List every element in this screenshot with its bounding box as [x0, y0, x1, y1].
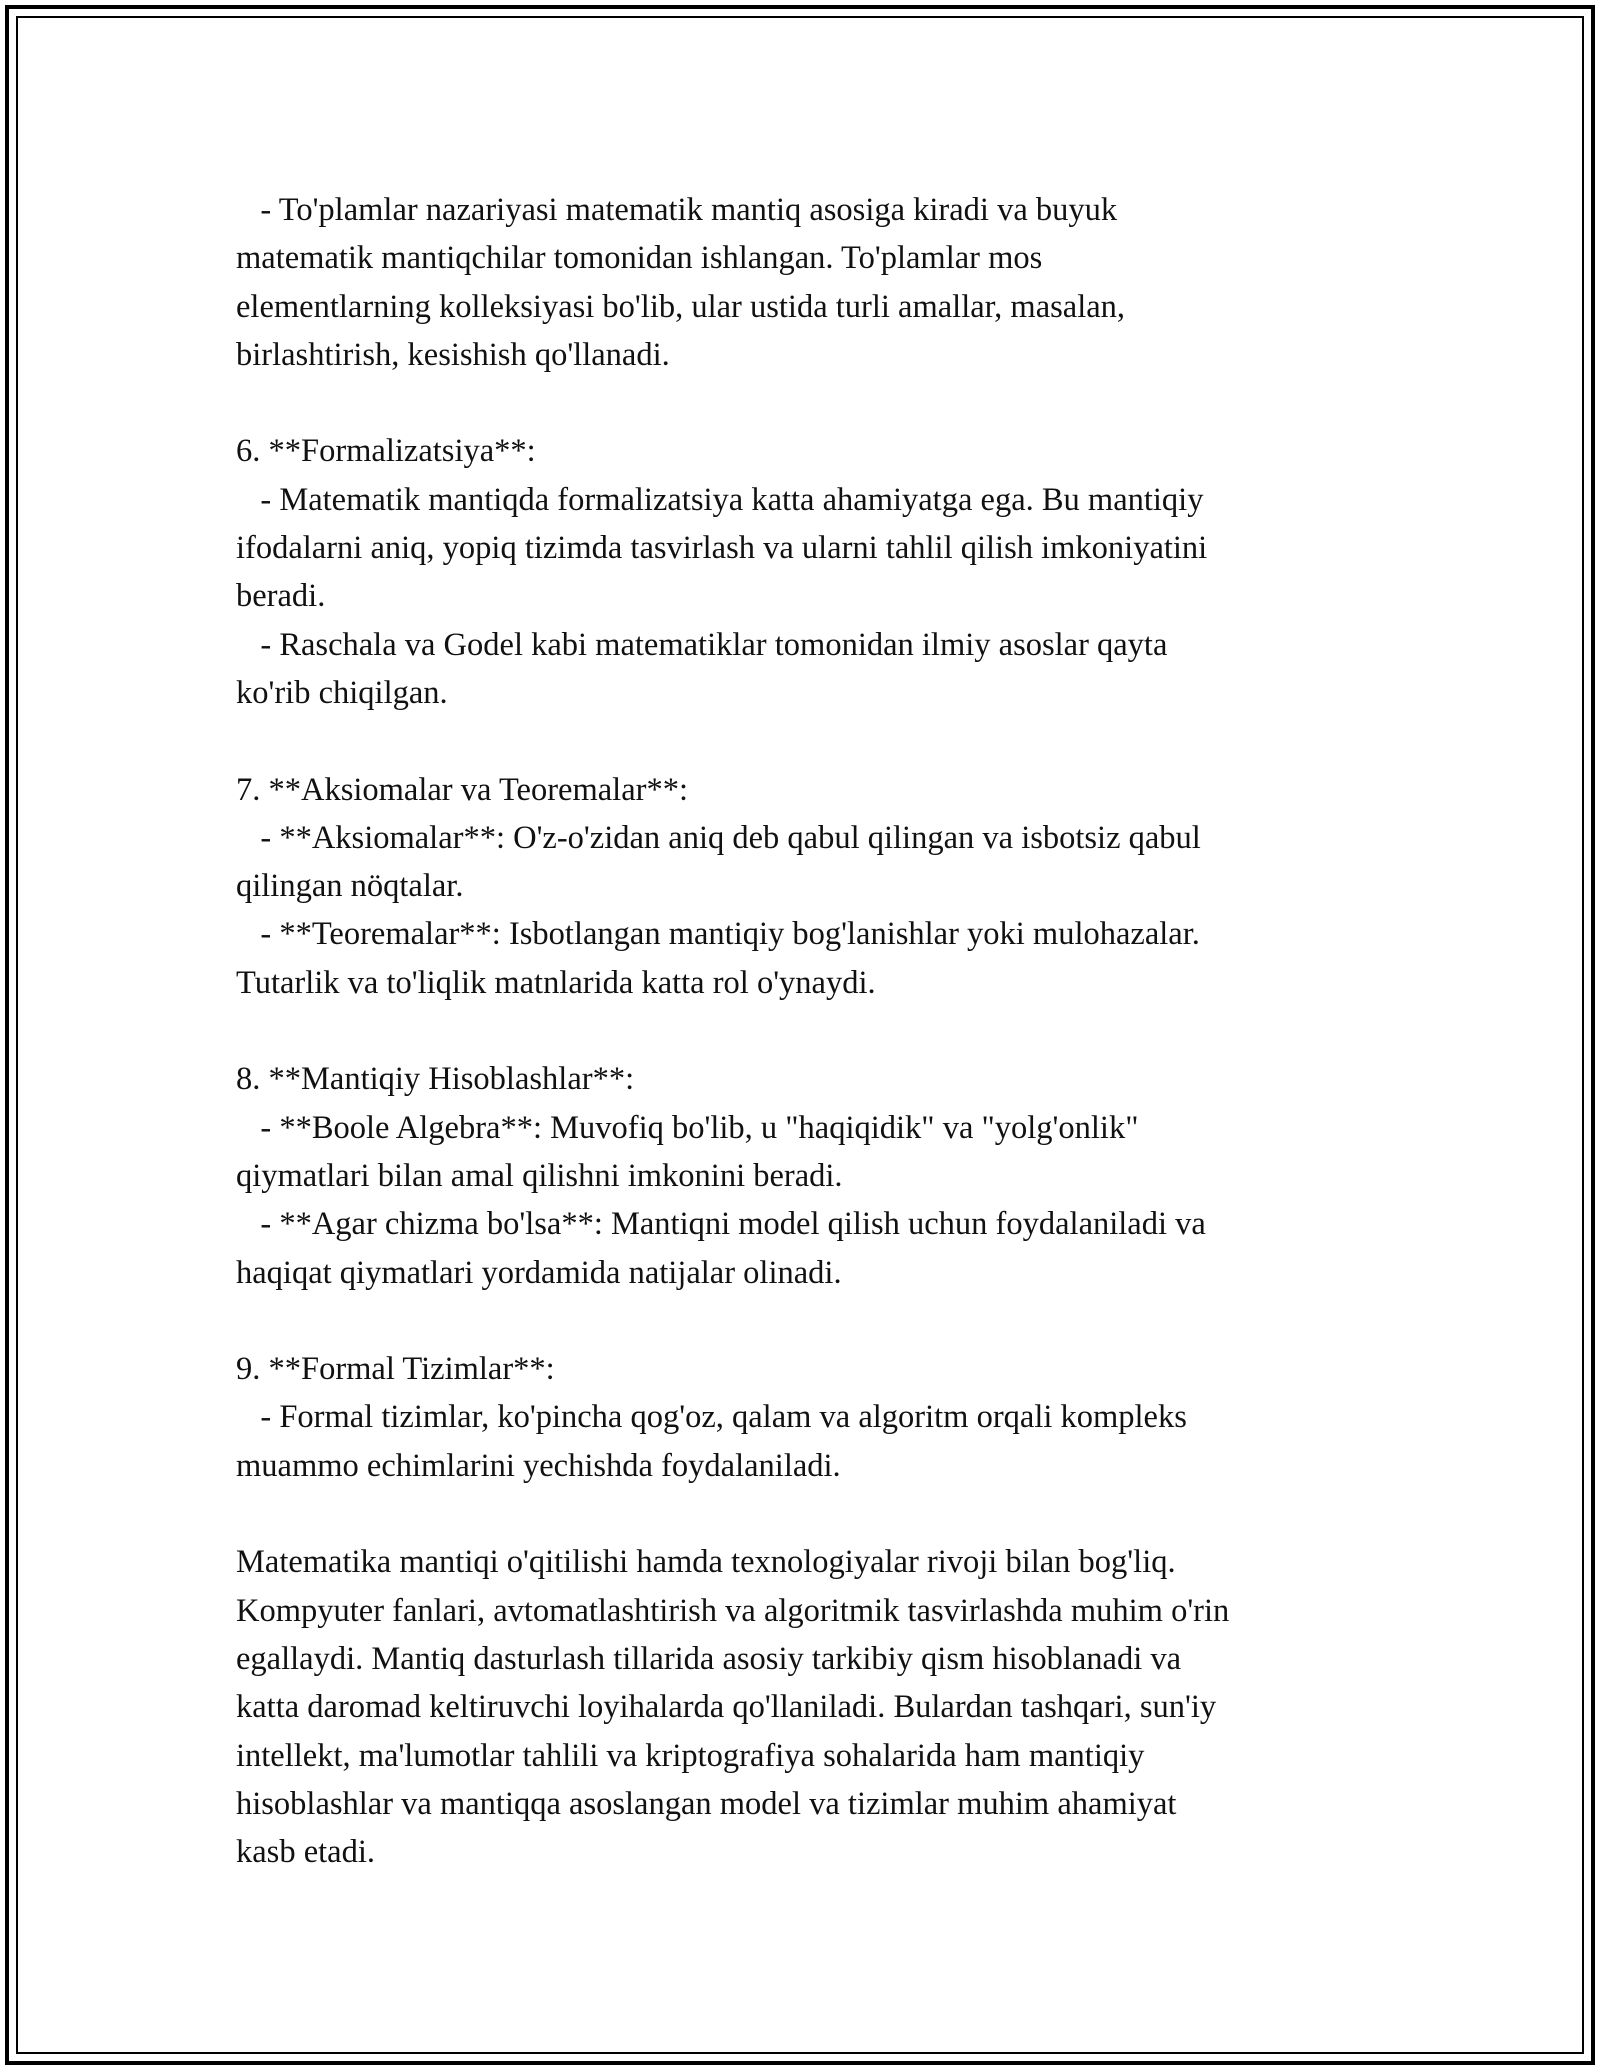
text-line: matematik mantiqchilar tomonidan ishlangan. To'plamlar mos — [236, 240, 1043, 277]
text-line: katta daromad keltiruvchi loyihalarda qo'llaniladi. Bulardan tashqari, sun'iy — [236, 1689, 1217, 1726]
text-line: Matematika mantiqi o'qitilishi hamda texnologiyalar rivoji bilan bog'liq. — [236, 1544, 1176, 1581]
text-line: beradi. — [236, 578, 326, 615]
text-line: hisoblashlar va mantiqqa asoslangan model va tizimlar muhim ahamiyat — [236, 1785, 1177, 1822]
text-line: birlashtirish, kesishish qo'llanadi. — [236, 336, 670, 373]
paragraph-gap — [236, 717, 1376, 765]
text-line: - To'plamlar nazariyasi matematik mantiq asosiga kiradi va buyuk — [236, 192, 1118, 228]
paragraph-gap — [236, 379, 1376, 427]
paragraph-gap — [236, 1297, 1376, 1345]
text-line: 9. **Formal Tizimlar**: — [236, 1351, 555, 1388]
text-line: qilingan nöqtalar. — [236, 868, 464, 905]
text-line: intellekt, ma'lumotlar tahlili va kriptografiya sohalarida ham mantiqiy — [236, 1737, 1145, 1774]
paragraph-gap — [236, 1490, 1376, 1538]
text-line: ifodalarni aniq, yopiq tizimda tasvirlash va ularni tahlil qilish imkoniyatini — [236, 530, 1208, 567]
text-line: egallaydi. Mantiq dasturlash tillarida asosiy tarkibiy qism hisoblanadi va — [236, 1640, 1182, 1677]
text-line: - Raschala va Godel kabi matematiklar tomonidan ilmiy asoslar qayta — [236, 626, 1168, 663]
text-line: 8. **Mantiqiy Hisoblashlar**: — [236, 1061, 635, 1098]
paragraph-gap — [236, 1007, 1376, 1055]
text-line: 6. **Formalizatsiya**: — [236, 433, 536, 470]
text-line: - **Agar chizma bo'lsa**: Mantiqni model qilish uchun foydalaniladi va — [236, 1206, 1206, 1243]
text-line: - Matematik mantiqda formalizatsiya katta ahamiyatga ega. Bu mantiqiy — [236, 481, 1204, 518]
document-body — [236, 186, 1376, 1876]
text-line: - **Boole Algebra**: Muvofiq bo'lib, u "haqiqidik" va "yolg'onlik" — [236, 1109, 1139, 1146]
text-line: Tutarlik va to'liqlik matnlarida katta rol o'ynaydi. — [236, 964, 876, 1001]
text-line: qiymatlari bilan amal qilishni imkonini beradi. — [236, 1157, 843, 1194]
text-line: ko'rib chiqilgan. — [236, 674, 448, 711]
text-line: elementlarning kolleksiyasi bo'lib, ular ustida turli amallar, masalan, — [236, 288, 1126, 325]
text-line: haqiqat qiymatlari yordamida natijalar olinadi. — [236, 1254, 842, 1291]
text-line: - **Aksiomalar**: O'z-o'zidan aniq deb qabul qilingan va isbotsiz qabul — [236, 819, 1201, 856]
text-line: muammo echimlarini yechishda foydalaniladi. — [236, 1447, 841, 1484]
text-line: 7. **Aksiomalar va Teoremalar**: — [236, 771, 688, 808]
text-line: kasb etadi. — [236, 1834, 375, 1871]
text-line: - **Teoremalar**: Isbotlangan mantiqiy bog'lanishlar yoki mulohazalar. — [236, 916, 1200, 953]
text-line: Kompyuter fanlari, avtomatlashtirish va algoritmik tasvirlashda muhim o'rin — [236, 1592, 1230, 1629]
text-line: - Formal tizimlar, ko'pincha qog'oz, qalam va algoritm orqali kompleks — [236, 1399, 1187, 1436]
